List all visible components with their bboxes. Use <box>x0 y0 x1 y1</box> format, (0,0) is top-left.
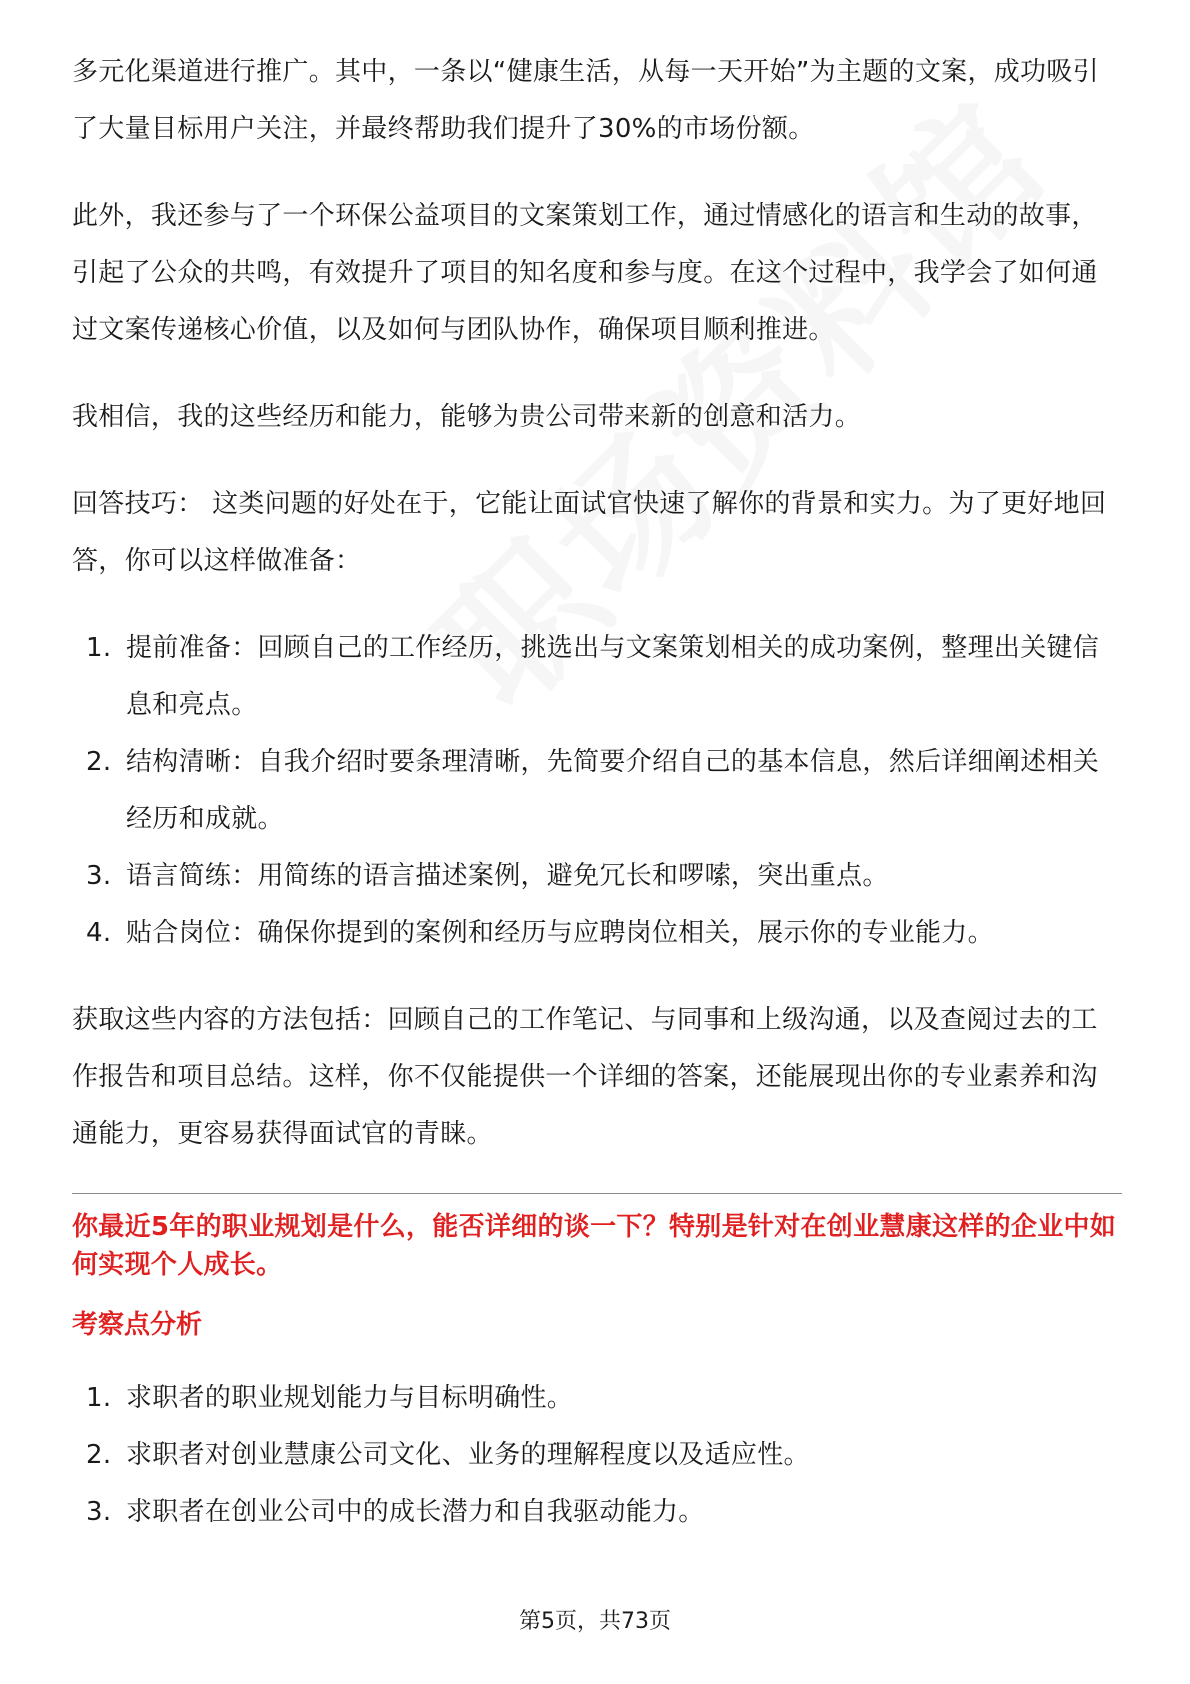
page-number-footer: 第5页，共73页 <box>519 1609 671 1634</box>
list-text: 结构清晰：自我介绍时要条理清晰，先简要介绍自己的基本信息，然后详细阐述相关经历和成就。 <box>126 747 1100 834</box>
list-number: 2. <box>86 747 112 777</box>
list-number: 1. <box>86 633 112 663</box>
analysis-heading: 考察点分析 <box>72 1310 203 1340</box>
list-item <box>72 620 1122 734</box>
page-content <box>72 44 1122 1571</box>
list-text: 求职者在创业公司中的成长潜力和自我驱动能力。 <box>126 1497 705 1527</box>
list-item <box>72 905 1122 962</box>
paragraph-answer-tips: 回答技巧： 这类问题的好处在于，它能让面试官快速了解你的背景和实力。为了更好地回答，你可以这样做准备： <box>72 489 1107 576</box>
list-item <box>72 1484 1122 1541</box>
paragraph-marketing-campaign: 多元化渠道进行推广。其中，一条以“健康生活，从每一天开始”为主题的文案，成功吸引了大量目标用户关注，并最终帮助我们提升了30%的市场份额。 <box>72 57 1099 144</box>
analysis-list <box>72 1370 1122 1541</box>
list-item <box>72 1427 1122 1484</box>
paragraph-preparation-methods: 获取这些内容的方法包括：回顾自己的工作笔记、与同事和上级沟通，以及查阅过去的工作报告和项目总结。这样，你不仅能提供一个详细的答案，还能展现出你的专业素养和沟通能力，更容易获得面试官的青睐。 <box>72 1005 1098 1149</box>
paragraph-closing-statement: 我相信，我的这些经历和能力，能够为贵公司带来新的创意和活力。 <box>72 402 862 432</box>
list-number: 3. <box>86 861 112 891</box>
list-number: 2. <box>86 1440 112 1470</box>
list-item <box>72 1370 1122 1427</box>
tips-list <box>72 620 1122 962</box>
list-item <box>72 734 1122 848</box>
list-text: 求职者对创业慧康公司文化、业务的理解程度以及适应性。 <box>126 1440 810 1470</box>
list-text: 求职者的职业规划能力与目标明确性。 <box>126 1383 574 1413</box>
list-number: 1. <box>86 1383 112 1413</box>
list-number: 3. <box>86 1497 112 1527</box>
list-text: 语言简练：用简练的语言描述案例，避免冗长和啰嗦，突出重点。 <box>126 861 889 891</box>
list-number: 4. <box>86 918 112 948</box>
paragraph-environmental-project: 此外，我还参与了一个环保公益项目的文案策划工作，通过情感化的语言和生动的故事，引起了公众的共鸣，有效提升了项目的知名度和参与度。在这个过程中，我学会了如何通过文案传递核心价值，以及如何与团队协作，确保项目顺利推进。 <box>72 201 1098 345</box>
interview-question: 你最近5年的职业规划是什么，能否详细的谈一下？特别是针对在创业慧康这样的企业中如何实现个人成长。 <box>72 1212 1117 1280</box>
list-item <box>72 848 1122 905</box>
list-text: 贴合岗位：确保你提到的案例和经历与应聘岗位相关，展示你的专业能力。 <box>126 918 994 948</box>
section-divider <box>72 1193 1122 1194</box>
list-text: 提前准备：回顾自己的工作经历，挑选出与文案策划相关的成功案例，整理出关键信息和亮点。 <box>126 633 1100 720</box>
